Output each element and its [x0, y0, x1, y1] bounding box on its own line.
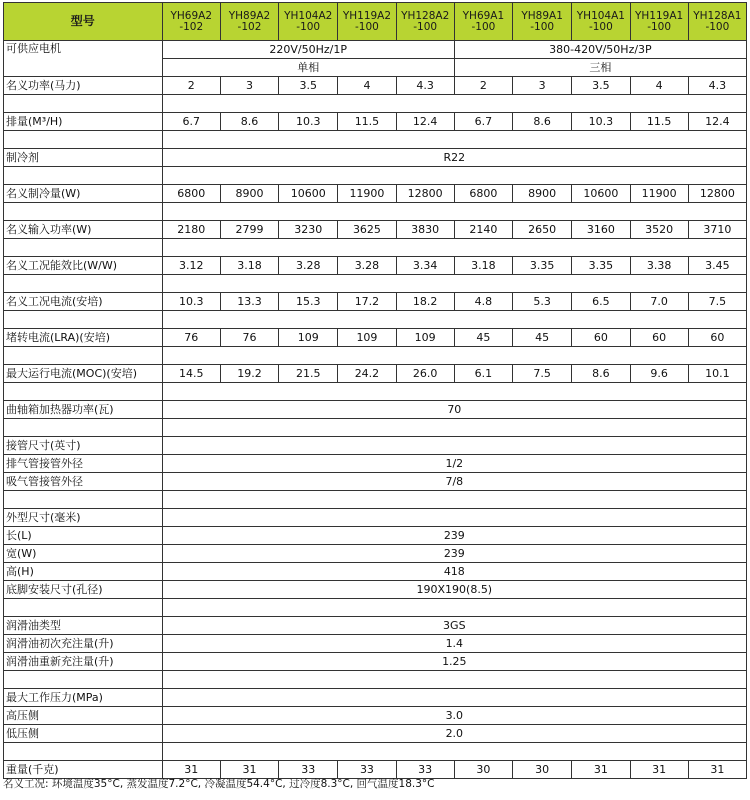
table-cell: 26.0 — [396, 365, 454, 383]
table-row — [4, 725, 747, 743]
row-label: 高(H) — [4, 563, 163, 581]
power-supply-label: 可供应电机 — [4, 41, 163, 77]
table-row — [4, 437, 747, 455]
row-label: 制冷剂 — [4, 149, 163, 167]
row-value: 239 — [162, 527, 746, 545]
blank-cell — [4, 275, 163, 293]
row-label: 最大工作压力(MPa) — [4, 689, 163, 707]
blank-cell — [162, 419, 746, 437]
table-cell: 3.28 — [338, 257, 396, 275]
row-label: 曲轴箱加热器功率(瓦) — [4, 401, 163, 419]
table-cell: 6.5 — [572, 293, 630, 311]
table-cell: 12800 — [396, 185, 454, 203]
table-cell: 4 — [630, 77, 688, 95]
blank-cell — [162, 203, 746, 221]
table-cell: 19.2 — [220, 365, 278, 383]
table-cell: 109 — [338, 329, 396, 347]
phase-group1: 单相 — [162, 59, 454, 77]
blank-row — [4, 239, 747, 257]
power-supply-group2: 380-420V/50Hz/3P — [454, 41, 746, 59]
table-row — [4, 707, 747, 725]
row-label: 低压侧 — [4, 725, 163, 743]
blank-cell — [162, 239, 746, 257]
table-cell: 3.12 — [162, 257, 220, 275]
table-cell: 7.5 — [688, 293, 746, 311]
table-cell: 2650 — [513, 221, 572, 239]
table-cell: 9.6 — [630, 365, 688, 383]
blank-cell — [4, 743, 163, 761]
table-cell: 3.45 — [688, 257, 746, 275]
row-value: 190X190(8.5) — [162, 581, 746, 599]
model-header-cell: YH104A2 -100 — [279, 3, 338, 41]
blank-row — [4, 95, 747, 113]
model-header-cell: YH128A1 -100 — [688, 3, 746, 41]
table-cell: 3.38 — [630, 257, 688, 275]
table-row — [4, 545, 747, 563]
table-cell: 109 — [279, 329, 338, 347]
table-cell: 3.18 — [220, 257, 278, 275]
blank-cell — [4, 419, 163, 437]
table-row — [4, 401, 747, 419]
row-label: 名义输入功率(W) — [4, 221, 163, 239]
table-cell: 31 — [688, 761, 746, 779]
power-supply-row — [4, 41, 747, 59]
table-cell: 76 — [220, 329, 278, 347]
table-cell: 3.28 — [279, 257, 338, 275]
table-cell: 3.35 — [513, 257, 572, 275]
row-label: 润滑油重新充注量(升) — [4, 653, 163, 671]
blank-row — [4, 599, 747, 617]
table-cell: 6.1 — [454, 365, 512, 383]
row-label: 名义制冷量(W) — [4, 185, 163, 203]
table-cell: 11900 — [630, 185, 688, 203]
row-value: R22 — [162, 149, 746, 167]
table-cell: 109 — [396, 329, 454, 347]
row-value: 3GS — [162, 617, 746, 635]
table-cell: 30 — [454, 761, 512, 779]
table-cell: 15.3 — [279, 293, 338, 311]
blank-cell — [162, 671, 746, 689]
table-cell: 31 — [220, 761, 278, 779]
row-label: 底脚安装尺寸(孔径) — [4, 581, 163, 599]
table-row — [4, 653, 747, 671]
blank-cell — [4, 203, 163, 221]
row-label: 名义功率(马力) — [4, 77, 163, 95]
table-cell: 13.3 — [220, 293, 278, 311]
blank-cell — [4, 383, 163, 401]
table-cell: 12.4 — [396, 113, 454, 131]
table-row — [4, 581, 747, 599]
blank-row — [4, 311, 747, 329]
table-cell: 4.8 — [454, 293, 512, 311]
table-cell: 4.3 — [688, 77, 746, 95]
model-header-row — [4, 3, 747, 41]
table-row — [4, 617, 747, 635]
table-cell: 2180 — [162, 221, 220, 239]
table-row — [4, 185, 747, 203]
table-cell: 3.35 — [572, 257, 630, 275]
table-cell: 3.18 — [454, 257, 512, 275]
table-row — [4, 257, 747, 275]
blank-row — [4, 167, 747, 185]
spec-table — [3, 2, 747, 779]
table-cell: 18.2 — [396, 293, 454, 311]
blank-cell — [4, 131, 163, 149]
table-cell: 10.1 — [688, 365, 746, 383]
blank-cell — [162, 491, 746, 509]
row-label: 名义工况电流(安培) — [4, 293, 163, 311]
blank-cell — [4, 311, 163, 329]
model-header-cell: YH89A1 -100 — [513, 3, 572, 41]
table-cell: 31 — [572, 761, 630, 779]
table-row — [4, 329, 747, 347]
blank-row — [4, 275, 747, 293]
table-row — [4, 473, 747, 491]
blank-row — [4, 203, 747, 221]
table-cell: 10.3 — [279, 113, 338, 131]
blank-row — [4, 131, 747, 149]
table-cell: 8.6 — [572, 365, 630, 383]
blank-cell — [162, 95, 746, 113]
table-cell: 4 — [338, 77, 396, 95]
table-cell: 3160 — [572, 221, 630, 239]
table-cell: 6800 — [454, 185, 512, 203]
table-cell: 60 — [572, 329, 630, 347]
table-cell: 10600 — [572, 185, 630, 203]
model-header-cell: YH89A2 -102 — [220, 3, 278, 41]
row-value — [162, 437, 746, 455]
table-cell: 31 — [162, 761, 220, 779]
table-cell: 3 — [513, 77, 572, 95]
table-cell: 45 — [513, 329, 572, 347]
table-row — [4, 77, 747, 95]
row-label: 堵转电流(LRA)(安培) — [4, 329, 163, 347]
table-cell: 10600 — [279, 185, 338, 203]
table-cell: 2 — [162, 77, 220, 95]
table-row — [4, 221, 747, 239]
table-row — [4, 527, 747, 545]
row-label: 排气管接管外径 — [4, 455, 163, 473]
row-value: 1.4 — [162, 635, 746, 653]
model-header-cell: YH69A2 -102 — [162, 3, 220, 41]
table-cell: 14.5 — [162, 365, 220, 383]
table-cell: 3710 — [688, 221, 746, 239]
table-row — [4, 113, 747, 131]
model-header-cell: YH104A1 -100 — [572, 3, 630, 41]
table-cell: 12.4 — [688, 113, 746, 131]
model-header-cell: YH119A1 -100 — [630, 3, 688, 41]
row-label: 润滑油类型 — [4, 617, 163, 635]
table-cell: 2140 — [454, 221, 512, 239]
blank-cell — [162, 599, 746, 617]
blank-cell — [162, 311, 746, 329]
table-cell: 7.0 — [630, 293, 688, 311]
table-cell: 2 — [454, 77, 512, 95]
table-cell: 11.5 — [338, 113, 396, 131]
table-cell: 10.3 — [162, 293, 220, 311]
table-cell: 60 — [688, 329, 746, 347]
row-value: 1.25 — [162, 653, 746, 671]
row-label: 长(L) — [4, 527, 163, 545]
table-row — [4, 563, 747, 581]
table-cell: 24.2 — [338, 365, 396, 383]
table-row — [4, 689, 747, 707]
table-cell: 8.6 — [513, 113, 572, 131]
row-label: 润滑油初次充注量(升) — [4, 635, 163, 653]
table-cell: 8900 — [220, 185, 278, 203]
row-label: 宽(W) — [4, 545, 163, 563]
table-cell: 3.34 — [396, 257, 454, 275]
table-cell: 11.5 — [630, 113, 688, 131]
row-value: 418 — [162, 563, 746, 581]
row-label: 接管尺寸(英寸) — [4, 437, 163, 455]
table-cell: 3 — [220, 77, 278, 95]
row-value — [162, 689, 746, 707]
table-row — [4, 149, 747, 167]
table-cell: 4.3 — [396, 77, 454, 95]
table-cell: 6.7 — [454, 113, 512, 131]
blank-cell — [162, 383, 746, 401]
table-row — [4, 293, 747, 311]
table-cell: 6800 — [162, 185, 220, 203]
blank-cell — [4, 95, 163, 113]
table-cell: 8900 — [513, 185, 572, 203]
row-value: 1/2 — [162, 455, 746, 473]
blank-cell — [162, 167, 746, 185]
table-cell: 3830 — [396, 221, 454, 239]
blank-cell — [4, 347, 163, 365]
table-cell: 3520 — [630, 221, 688, 239]
row-value: 2.0 — [162, 725, 746, 743]
table-cell: 8.6 — [220, 113, 278, 131]
table-row — [4, 635, 747, 653]
table-cell: 21.5 — [279, 365, 338, 383]
phase-group2: 三相 — [454, 59, 746, 77]
blank-row — [4, 383, 747, 401]
blank-row — [4, 491, 747, 509]
row-label: 高压侧 — [4, 707, 163, 725]
row-value: 7/8 — [162, 473, 746, 491]
model-header-cell: YH69A1 -100 — [454, 3, 512, 41]
model-header-cell: YH119A2 -100 — [338, 3, 396, 41]
table-cell: 60 — [630, 329, 688, 347]
table-cell: 76 — [162, 329, 220, 347]
row-label: 名义工况能效比(W/W) — [4, 257, 163, 275]
table-row — [4, 455, 747, 473]
table-cell: 5.3 — [513, 293, 572, 311]
table-cell: 33 — [396, 761, 454, 779]
blank-row — [4, 671, 747, 689]
table-row — [4, 365, 747, 383]
model-header-label: 型号 — [4, 3, 163, 41]
blank-cell — [4, 491, 163, 509]
blank-cell — [162, 131, 746, 149]
table-cell: 45 — [454, 329, 512, 347]
table-cell: 3625 — [338, 221, 396, 239]
table-cell: 12800 — [688, 185, 746, 203]
table-cell: 3.5 — [572, 77, 630, 95]
table-cell: 30 — [513, 761, 572, 779]
blank-cell — [162, 275, 746, 293]
blank-row — [4, 347, 747, 365]
table-cell: 7.5 — [513, 365, 572, 383]
blank-row — [4, 419, 747, 437]
power-supply-group1: 220V/50Hz/1P — [162, 41, 454, 59]
blank-cell — [162, 743, 746, 761]
row-value: 239 — [162, 545, 746, 563]
table-cell: 11900 — [338, 185, 396, 203]
row-value — [162, 509, 746, 527]
row-label: 重量(千克) — [4, 761, 163, 779]
blank-cell — [4, 671, 163, 689]
row-value: 70 — [162, 401, 746, 419]
table-cell: 2799 — [220, 221, 278, 239]
row-label: 最大运行电流(MOC)(安培) — [4, 365, 163, 383]
table-cell: 31 — [630, 761, 688, 779]
table-row — [4, 509, 747, 527]
blank-cell — [4, 239, 163, 257]
table-cell: 6.7 — [162, 113, 220, 131]
blank-cell — [4, 167, 163, 185]
row-label: 排量(M³/H) — [4, 113, 163, 131]
row-label: 吸气管接管外径 — [4, 473, 163, 491]
footnote: 名义工况: 环境温度35°C, 蒸发温度7.2°C, 冷凝温度54.4°C, 过冷度8.3°C, 回气温度18.3°C — [3, 778, 435, 790]
model-header-cell: YH128A2 -100 — [396, 3, 454, 41]
table-cell: 3.5 — [279, 77, 338, 95]
table-cell: 3230 — [279, 221, 338, 239]
table-cell: 33 — [279, 761, 338, 779]
row-label: 外型尺寸(毫米) — [4, 509, 163, 527]
table-cell: 10.3 — [572, 113, 630, 131]
blank-cell — [4, 599, 163, 617]
blank-row — [4, 743, 747, 761]
table-cell: 33 — [338, 761, 396, 779]
table-cell: 17.2 — [338, 293, 396, 311]
blank-cell — [162, 347, 746, 365]
row-value: 3.0 — [162, 707, 746, 725]
